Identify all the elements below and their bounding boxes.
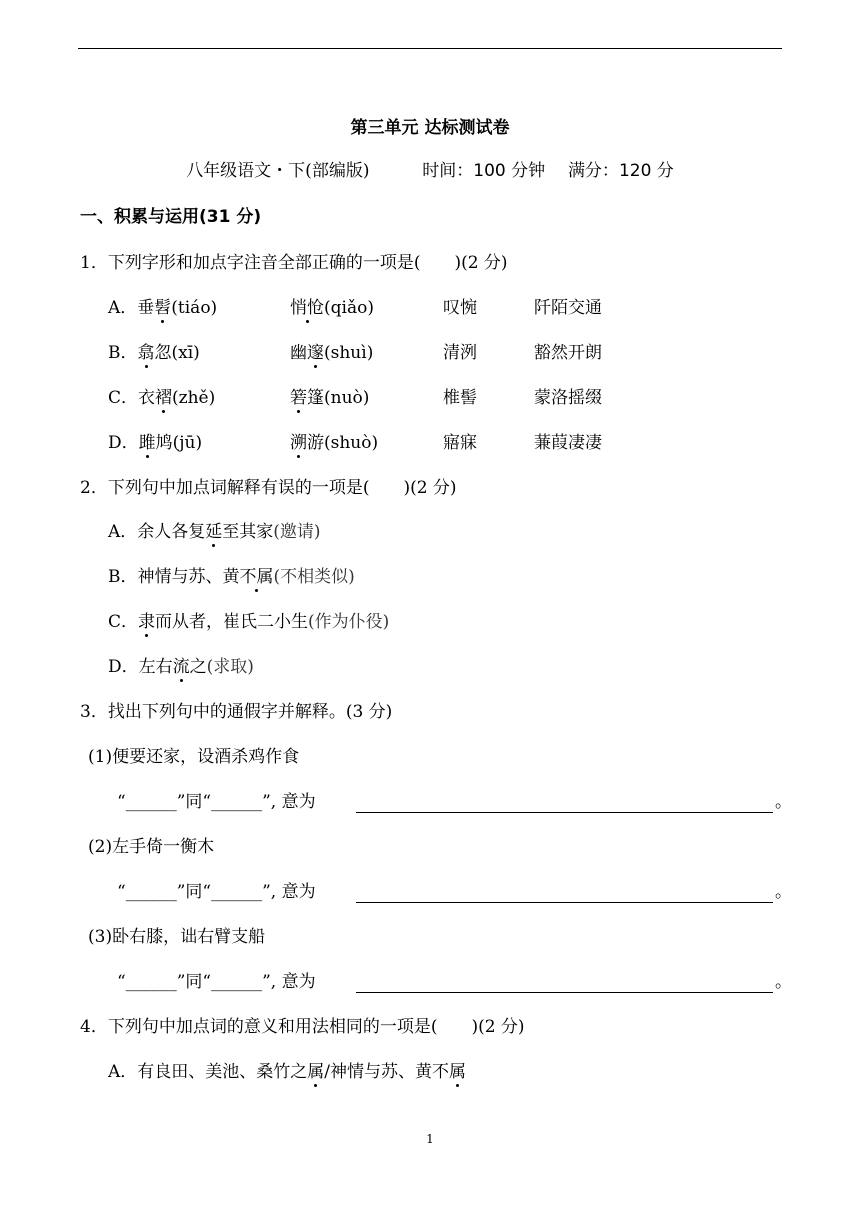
section-heading: 一、积累与运用(31 分): [80, 207, 262, 227]
q3-fill-1: “______”同“______”, 意为: [117, 792, 316, 812]
time-label: 时间：: [422, 161, 474, 181]
question-3: 3．找出下列句中的通假字并解释。(3 分): [80, 702, 393, 722]
q3-fill-2: “______”同“______”, 意为: [117, 882, 316, 902]
time-value: 100: [473, 161, 506, 181]
question-1: 1．下列字形和加点字注音全部正确的一项是( )(2 分): [80, 253, 508, 273]
score-unit: 分: [656, 161, 674, 181]
score-label: 满分：: [567, 161, 619, 181]
score-value: 120: [618, 161, 652, 181]
q3-answer-line-2: [356, 902, 773, 903]
time-unit: 分钟: [511, 161, 546, 181]
q4-option-a: A．有良田、美池、桑竹之属/神情与苏、黄不属: [108, 1062, 467, 1082]
q3-sentence-3: (3)卧右膝，诎右臂支船: [88, 927, 266, 947]
q3-fill-end-2: 。: [775, 882, 792, 902]
q3-sentence-1: (1)便要还家，设酒杀鸡作食: [88, 747, 300, 767]
q2-option-c: C．隶而从者，崔氏二小生(作为仆役): [108, 612, 390, 632]
question-2: 2．下列句中加点词解释有误的一项是( )(2 分): [80, 478, 457, 498]
q2-option-a: A．余人各复延至其家(邀请): [108, 522, 321, 542]
q2-option-d: D．左右流之(求取): [108, 657, 254, 677]
page-title: 第三单元 达标测试卷: [350, 118, 510, 138]
grade-label: 八年级语文・下(部编版): [186, 161, 370, 181]
q3-answer-line-1: [356, 812, 773, 813]
q2-option-b: B．神情与苏、黄不属(不相类似): [108, 567, 355, 587]
question-4: 4．下列句中加点词的意义和用法相同的一项是( )(2 分): [80, 1017, 525, 1037]
q3-fill-end-1: 。: [775, 792, 792, 812]
q3-sentence-2: (2)左手倚一衡木: [88, 837, 215, 857]
page-number: 1: [426, 1132, 434, 1146]
q3-fill-end-3: 。: [775, 972, 792, 992]
page-subtitle: [0, 160, 860, 182]
q3-fill-3: “______”同“______”, 意为: [117, 972, 316, 992]
q3-answer-line-3: [356, 992, 773, 993]
header-rule: [78, 48, 782, 49]
